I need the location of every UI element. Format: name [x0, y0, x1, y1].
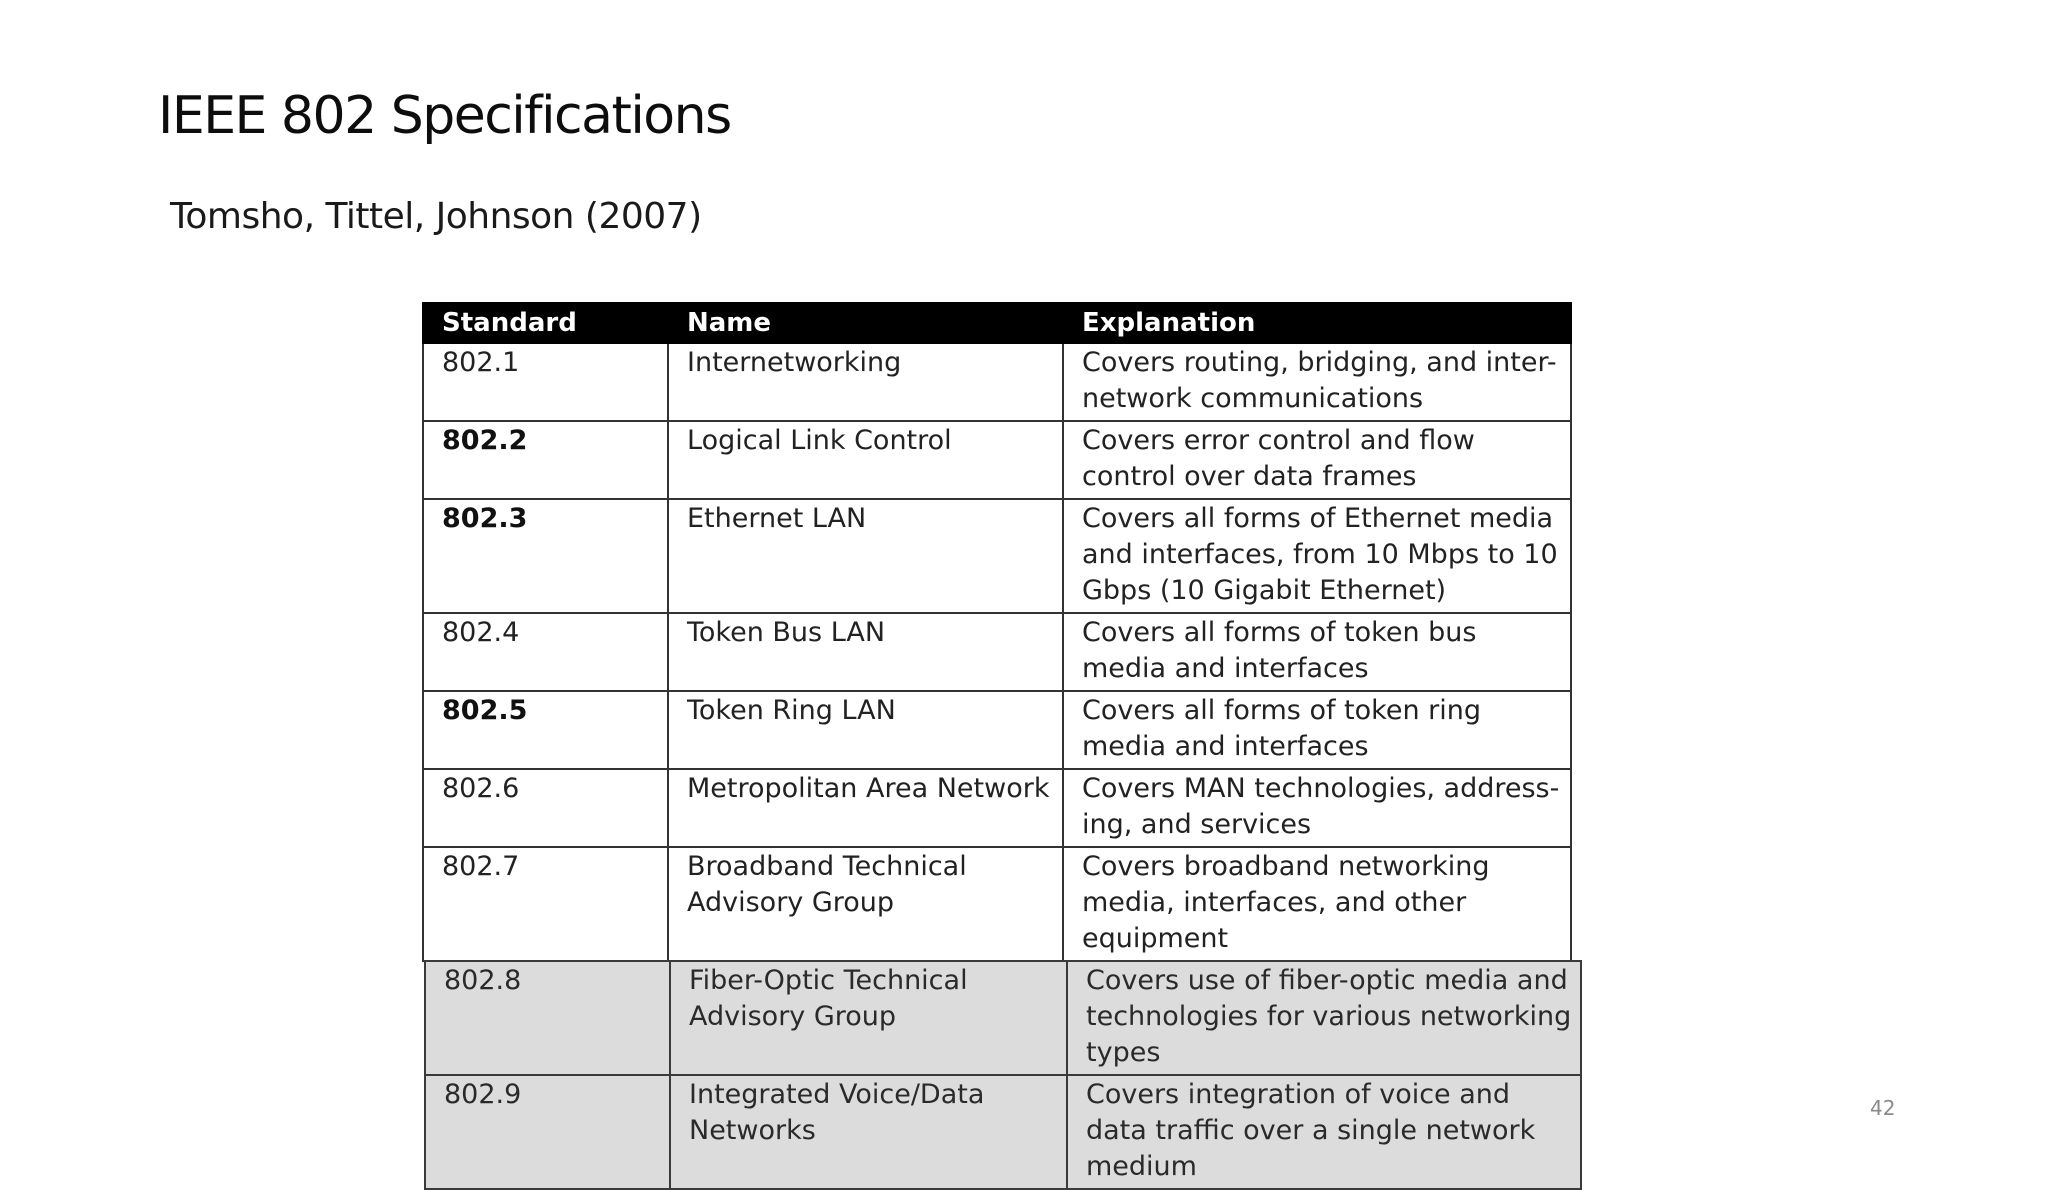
- explanation-cell: Covers all forms of Ethernet media and interfaces, from 10 Mbps to 10 Gbps (10 Gigabit Ethernet): [1063, 499, 1571, 613]
- standard-cell: 802.5: [423, 691, 668, 769]
- name-cell: Token Bus LAN: [668, 613, 1063, 691]
- table-row: [423, 421, 1571, 499]
- standard-cell: 802.2: [423, 421, 668, 499]
- name-cell: Integrated Voice/Data Networks: [670, 1075, 1067, 1189]
- name-cell: Fiber-Optic Technical Advisory Group: [670, 961, 1067, 1075]
- table-row: [423, 343, 1571, 421]
- slide-title: IEEE 802 Specifications: [158, 86, 731, 146]
- standard-cell: 802.4: [423, 613, 668, 691]
- explanation-cell: Covers all forms of token ring media and interfaces: [1063, 691, 1571, 769]
- name-cell: Ethernet LAN: [668, 499, 1063, 613]
- table-row: [423, 847, 1571, 961]
- table-header-row: [423, 303, 1571, 343]
- ieee-802-table-figure: [422, 302, 1580, 1190]
- standard-cell: 802.6: [423, 769, 668, 847]
- explanation-cell: Covers integration of voice and data traffic over a single network medium: [1067, 1075, 1581, 1189]
- table-row: [425, 1075, 1581, 1189]
- slide-number: 42: [1870, 1096, 1896, 1120]
- table-row: [423, 613, 1571, 691]
- name-cell: Logical Link Control: [668, 421, 1063, 499]
- name-cell: Token Ring LAN: [668, 691, 1063, 769]
- table-row: [423, 769, 1571, 847]
- explanation-cell: Covers broadband networking media, interfaces, and other equipment: [1063, 847, 1571, 961]
- name-cell: Internetworking: [668, 343, 1063, 421]
- header-name: Name: [668, 303, 1063, 343]
- header-standard: Standard: [423, 303, 668, 343]
- name-cell: Metropolitan Area Network: [668, 769, 1063, 847]
- explanation-cell: Covers use of fiber-optic media and technologies for various networking types: [1067, 961, 1581, 1075]
- explanation-cell: Covers routing, bridging, and inter-network communications: [1063, 343, 1571, 421]
- table-row: [423, 499, 1571, 613]
- name-cell: Broadband Technical Advisory Group: [668, 847, 1063, 961]
- standard-cell: 802.9: [425, 1075, 670, 1189]
- table-row: [423, 691, 1571, 769]
- ieee-802-table: [422, 302, 1572, 962]
- standard-cell: 802.7: [423, 847, 668, 961]
- header-explanation: Explanation: [1063, 303, 1571, 343]
- explanation-cell: Covers MAN technologies, address-ing, and services: [1063, 769, 1571, 847]
- explanation-cell: Covers error control and flow control over data frames: [1063, 421, 1571, 499]
- standard-cell: 802.1: [423, 343, 668, 421]
- ieee-802-table-continuation: [424, 960, 1580, 1190]
- explanation-cell: Covers all forms of token bus media and interfaces: [1063, 613, 1571, 691]
- table-row: [425, 961, 1581, 1075]
- ieee-802-extra-table: [424, 960, 1582, 1190]
- slide-subtitle: Tomsho, Tittel, Johnson (2007): [170, 196, 702, 237]
- standard-cell: 802.3: [423, 499, 668, 613]
- standard-cell: 802.8: [425, 961, 670, 1075]
